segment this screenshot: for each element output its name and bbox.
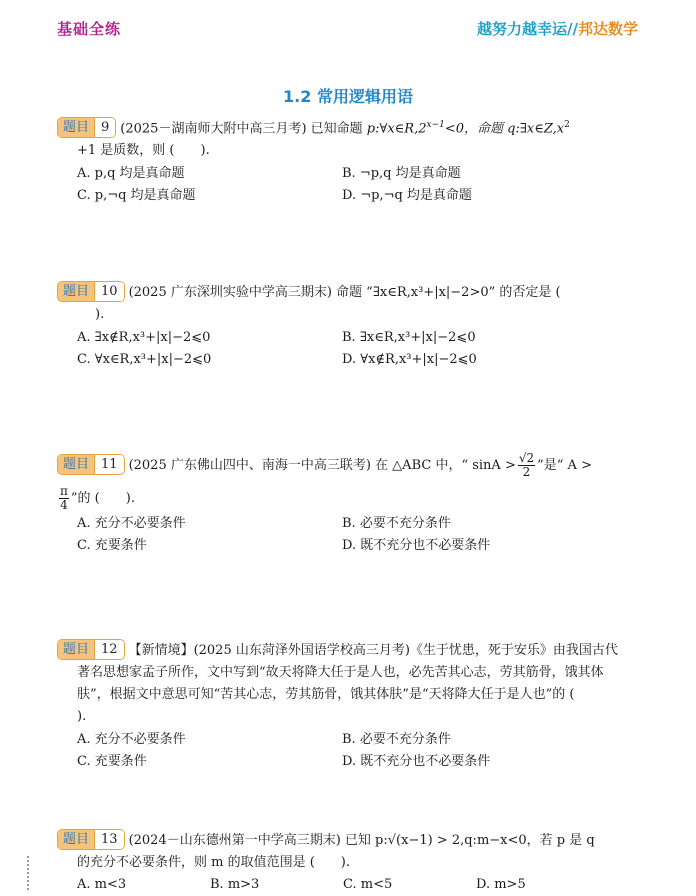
- option-d[interactable]: D. ¬p,¬q 均是真命题: [342, 188, 472, 204]
- question-badge: [57, 639, 125, 660]
- stem-text: (2025 广东佛山四中、南海一中高三联考) 在 △ABC 中，“ sinA >: [128, 458, 516, 473]
- stem-line-2: 著名思想家孟子所作，文中写到“故天将降大任于是人也，必先苦其心志，劳其筋骨，饿其体: [77, 665, 604, 680]
- question-badge: [57, 454, 125, 475]
- stem-superscript-2: 2: [564, 120, 570, 130]
- question-stem: [57, 452, 642, 512]
- badge-number: 12: [94, 640, 124, 659]
- stem-line-2: ).: [95, 307, 105, 322]
- option-b[interactable]: B. ∃x∈R,x³+|x|−2⩽0: [342, 330, 476, 345]
- option-b[interactable]: B. 必要不充分条件: [342, 516, 451, 531]
- badge-label: 题目: [58, 455, 94, 474]
- question-stem: [57, 114, 642, 162]
- badge-number: 13: [94, 830, 124, 849]
- stem-line-4: ).: [77, 709, 87, 724]
- option-b[interactable]: B. ¬p,q 均是真命题: [342, 166, 461, 182]
- header-left-title: 基础全练: [57, 20, 122, 38]
- option-a[interactable]: A. ∃x∉R,x³+|x|−2⩽0: [77, 330, 211, 345]
- option-c[interactable]: C. m<5: [343, 877, 393, 892]
- option-a[interactable]: A. m<3: [77, 877, 127, 892]
- stem-text: (2024－山东德州第一中学高三期末) 已知 p:√(x−1) > 2,q:m−x<0，若 p 是 q: [128, 833, 595, 848]
- stem-line-2: +1 是质数，则 ( ).: [77, 143, 210, 159]
- section-title: 1.2 常用逻辑用语: [283, 87, 413, 106]
- option-a[interactable]: A. 充分不必要条件: [77, 516, 186, 531]
- option-a[interactable]: A. 充分不必要条件: [77, 732, 186, 747]
- option-c[interactable]: C. 充要条件: [77, 754, 147, 769]
- question-11: [57, 452, 642, 557]
- stem-line-2: [57, 485, 135, 512]
- badge-label: 题目: [58, 282, 94, 301]
- option-d[interactable]: D. 既不充分也不必要条件: [342, 538, 491, 553]
- question-badge: [57, 117, 116, 138]
- badge-label: 题目: [58, 118, 94, 137]
- option-d[interactable]: D. 既不充分也不必要条件: [342, 754, 491, 769]
- fraction-pi-over-4: $\frac{\pi}{4}$: [60, 484, 68, 512]
- badge-label: 题目: [58, 830, 94, 849]
- options: [57, 729, 642, 773]
- question-stem: [57, 640, 642, 728]
- stem-superscript: x−1: [426, 120, 445, 130]
- option-b[interactable]: B. m>3: [210, 877, 260, 892]
- binding-margin-dots: [27, 856, 31, 890]
- header-slogan: 越努力越幸运//: [477, 20, 578, 38]
- option-c[interactable]: C. p,¬q 均是真命题: [77, 188, 196, 204]
- badge-number: 10: [94, 282, 124, 301]
- options: [57, 163, 642, 207]
- options: [57, 513, 642, 557]
- question-stem: [57, 282, 642, 326]
- option-c[interactable]: C. 充要条件: [77, 538, 147, 553]
- question-badge: [57, 281, 125, 302]
- question-10: [57, 282, 642, 371]
- stem-math-rest: <0，命题 q:∃x∈Z,x: [444, 121, 565, 137]
- header-right-slogan: [477, 18, 638, 39]
- option-c[interactable]: C. ∀x∈R,x³+|x|−2⩽0: [77, 352, 212, 367]
- option-d[interactable]: D. m>5: [476, 877, 526, 892]
- header-brand: 邦达数学: [577, 20, 638, 38]
- question-badge: [57, 829, 125, 850]
- fraction-sqrt2-over-2: $\frac{√2}{2}$: [518, 451, 535, 479]
- stem-math: p:∀x∈R,2: [366, 121, 427, 137]
- option-a[interactable]: A. p,q 均是真命题: [77, 166, 185, 182]
- stem-line-2: 的充分不必要条件，则 m 的取值范围是 ( ).: [77, 855, 351, 870]
- stem-line-3: 肤”，根据文中意思可知“苦其心志，劳其筋骨，饿其体肤”是“天将降大任于是人也”的 (: [77, 687, 575, 702]
- options: [57, 327, 642, 371]
- stem-text: 【新情境】(2025 山东菏泽外国语学校高三月考)《生于忧患，死于安乐》由我国古代: [128, 643, 618, 658]
- option-b[interactable]: B. 必要不充分条件: [342, 732, 451, 747]
- badge-label: 题目: [58, 640, 94, 659]
- stem-text: (2025 广东深圳实验中学高三期末) 命题 “∃x∈R,x³+|x|−2>0” 的否定是 (: [128, 285, 561, 300]
- badge-number: 9: [94, 118, 115, 137]
- badge-number: 11: [94, 455, 124, 474]
- question-12: [57, 640, 642, 773]
- question-stem: [57, 830, 642, 874]
- options: [57, 874, 642, 896]
- stem-text-rest: ”是“ A >: [537, 458, 592, 473]
- stem-line-2-text: ”的 ( ).: [70, 491, 135, 506]
- question-9: [57, 114, 642, 207]
- option-d[interactable]: D. ∀x∉R,x³+|x|−2⩽0: [342, 352, 477, 367]
- question-13: [57, 830, 642, 896]
- stem-text: (2025－湖南师大附中高三月考) 已知命题: [120, 121, 367, 137]
